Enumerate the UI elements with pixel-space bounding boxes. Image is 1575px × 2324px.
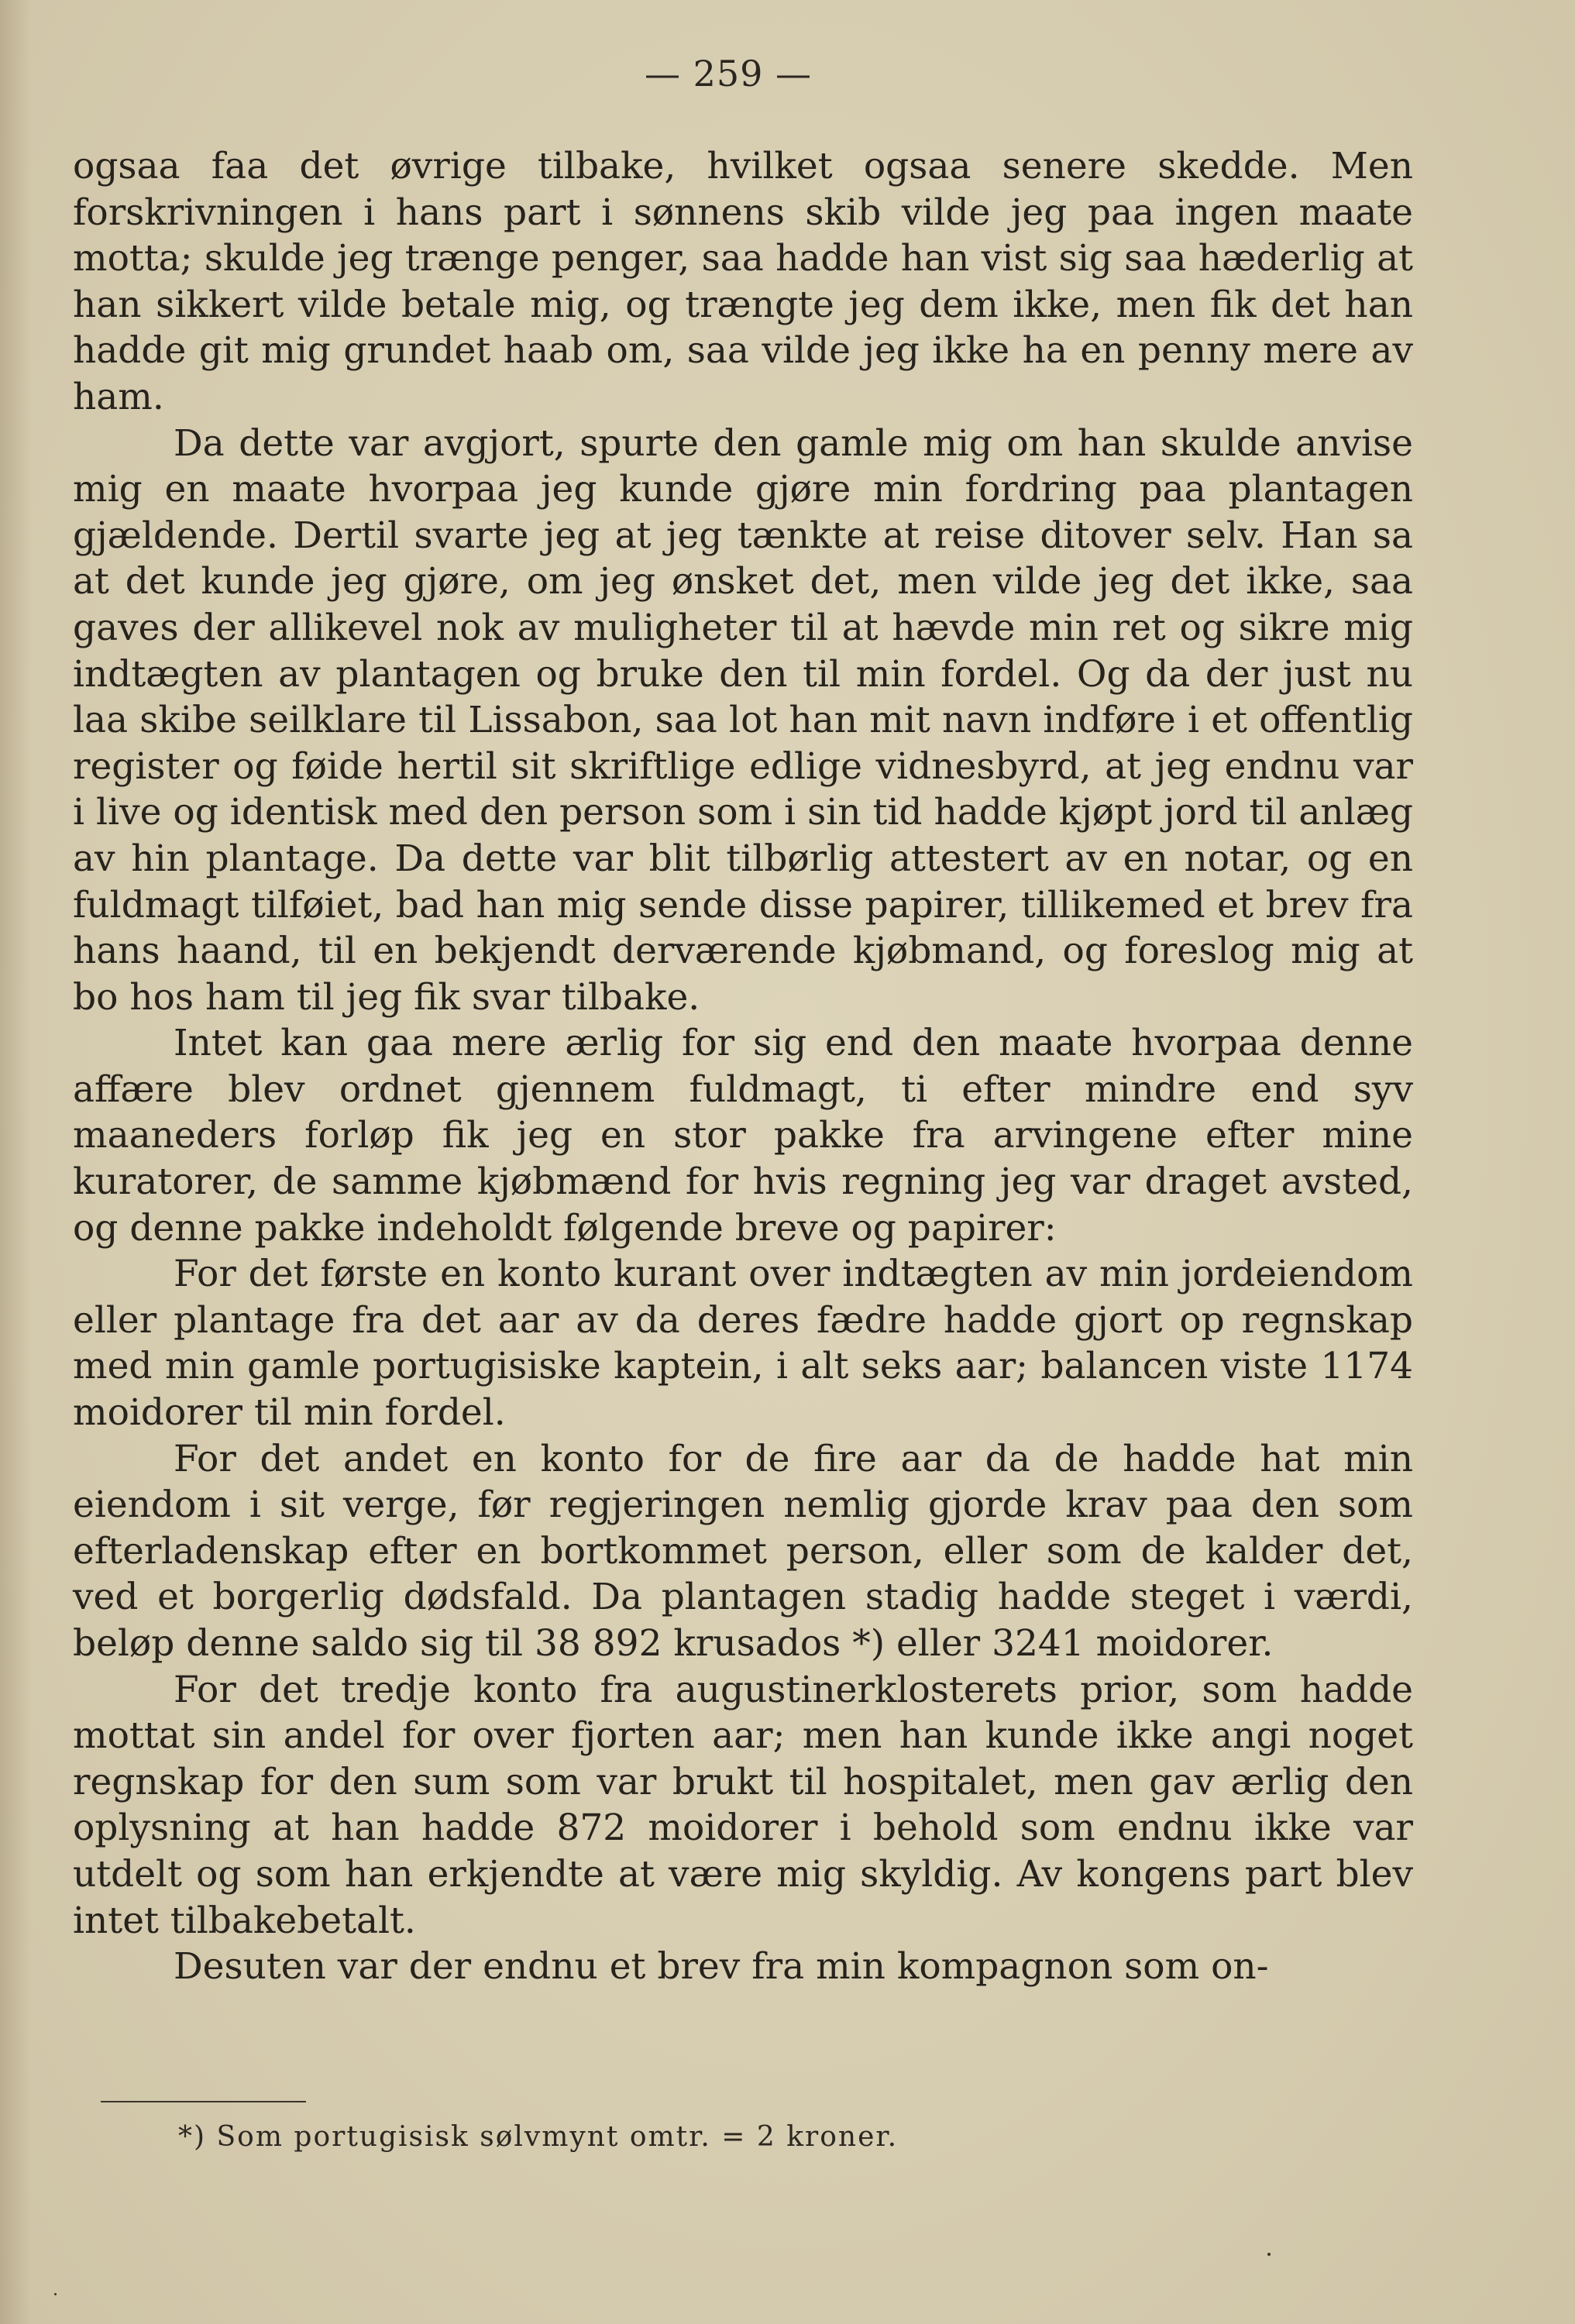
footnote-divider bbox=[101, 2101, 306, 2102]
paragraph-2: Da dette var avgjort, spurte den gamle mig om han skulde anvise mig en maate hvorpaa jeg kunde gjøre min fordring paa plantagen gjældende. Dertil svarte jeg at jeg tænkte at reise ditover selv. Han sa at det kunde jeg gjøre, om jeg ønsket det, men vilde jeg det ikke, saa gaves der allikevel nok av muligheter til at hævde min ret og sikre mig indtægten av plantagen og bruke den til min fordel. Og da der just nu laa skibe seilklare til Lissabon, saa lot han mit navn indføre i et offentlig register og føide hertil sit skriftlige edlige vidnesbyrd, at jeg endnu var i live og identisk med den person som i sin tid hadde kjøpt jord til anlæg av hin plantage. Da dette var blit tilbørlig attestert av en notar, og en fuldmagt tilføiet, bad han mig sende disse papirer, tillikemed et brev fra hans haand, til en bekjendt derværende kjøbmand, og foreslog mig at bo hos ham til jeg fik svar tilbake. bbox=[73, 421, 1413, 1019]
ink-speck bbox=[54, 2293, 57, 2295]
paragraph-3: Intet kan gaa mere ærlig for sig end den maate hvorpaa denne affære blev ordnet gjennem fuldmagt, ti efter mindre end syv maaneders forløp fik jeg en stor pakke fra arvingene efter mine kuratorer, de samme kjøbmænd for hvis regning jeg var draget avsted, og denne pakke indeholdt følgende breve og papirer: bbox=[73, 1022, 1413, 1250]
body-text bbox=[73, 143, 1413, 1990]
paragraph-7: Desuten var der endnu et brev fra min kompagnon som on- bbox=[174, 1945, 1269, 1989]
paragraph-6: For det tredje konto fra augustinerklosterets prior, som hadde mottat sin andel for over fjorten aar; men han kunde ikke angi noget regnskap for den sum som var brukt til hospitalet, men gav ærlig den oplysning at han hadde 872 moidorer i behold som endnu ikke var utdelt og som han erkjendte at være mig skyldig. Av kongens part blev intet tilbakebetalt. bbox=[73, 1668, 1413, 1942]
footnote: *) Som portugisisk sølvmynt omtr. = 2 kroner. bbox=[178, 2121, 899, 2153]
page-edge-shadow bbox=[0, 0, 31, 2324]
paragraph-1: ogsaa faa det øvrige tilbake, hvilket ogsaa senere skedde. Men forskrivningen i hans part i sønnens skib vilde jeg paa ingen maate motta; skulde jeg trænge penger, saa hadde han vist sig saa hæderlig at han sikkert vilde betale mig, og trængte jeg dem ikke, men fik det han hadde git mig grundet haab om, saa vilde jeg ikke ha en penny mere av ham. bbox=[73, 145, 1413, 418]
paragraph-5: For det andet en konto for de fire aar da de hadde hat min eiendom i sit verge, før regjeringen nemlig gjorde krav paa den som efterladenskap efter en bortkommet person, eller som de kalder det, ved et borgerlig dødsfald. Da plantagen stadig hadde steget i værdi, beløp denne saldo sig til 38 892 krusados *) eller 3241 moidorer. bbox=[73, 1437, 1413, 1665]
paragraph-4: For det første en konto kurant over indtægten av min jordeiendom eller plantage fra det aar av da deres fædre hadde gjort op regnskap med min gamle portugisiske kaptein, i alt seks aar; balancen viste 1174 moidorer til min fordel. bbox=[73, 1253, 1413, 1435]
page-number: — 259 — bbox=[644, 53, 813, 95]
ink-speck bbox=[1267, 2253, 1271, 2256]
